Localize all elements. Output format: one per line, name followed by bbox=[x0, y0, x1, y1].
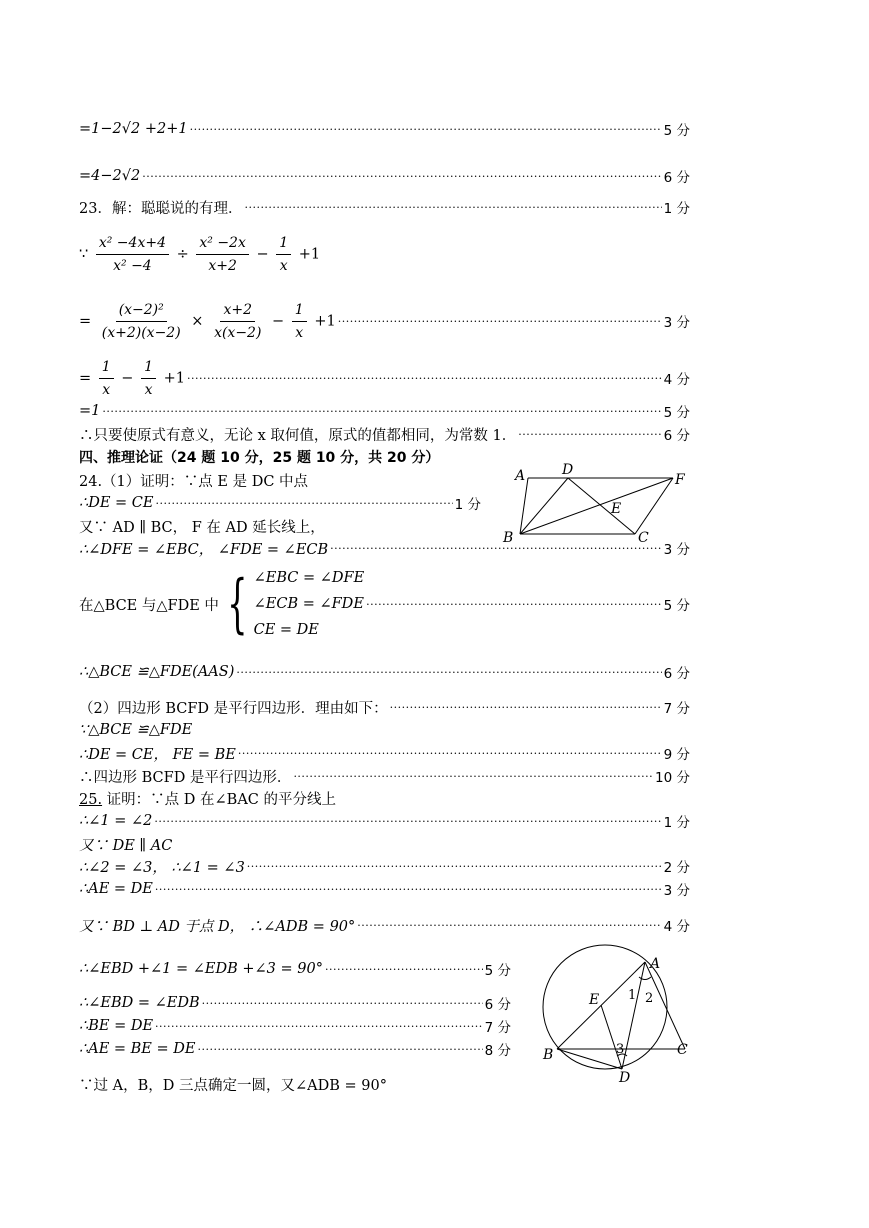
solution-line bbox=[79, 564, 690, 644]
solution-line bbox=[79, 423, 690, 445]
numerator: x+2 bbox=[220, 301, 255, 322]
leader-dots bbox=[357, 919, 661, 932]
score: 4 分 bbox=[663, 919, 690, 935]
label-e: E bbox=[611, 501, 622, 517]
statement: ∴∠1 = ∠2 bbox=[79, 813, 153, 829]
angle-label-1: 1 bbox=[628, 988, 637, 1003]
expression: =1−2√2 +2+1 bbox=[79, 121, 188, 137]
expression: =1 bbox=[79, 403, 101, 419]
score: 3 分 bbox=[663, 542, 690, 558]
statement: 又∵ BD ⊥ AD 于点 D， ∴∠ADB = 90° bbox=[79, 918, 356, 935]
solution-line bbox=[79, 914, 690, 936]
fraction bbox=[196, 234, 249, 275]
expression: =4−2√2 bbox=[79, 168, 141, 184]
statement: ∵过 A，B，D 三点确定一圆，又∠ADB = 90° bbox=[79, 1077, 387, 1094]
condition-list bbox=[254, 565, 365, 643]
leader-dots bbox=[518, 428, 661, 441]
leader-dots bbox=[338, 315, 662, 328]
operator: ÷ bbox=[176, 246, 189, 262]
condition-system bbox=[79, 565, 364, 643]
label-f: F bbox=[675, 472, 685, 488]
score: 8 分 bbox=[484, 1043, 511, 1059]
denominator: (x+2)(x−2) bbox=[101, 324, 181, 341]
statement-text: 证明：∵点 D 在∠BAC 的平分线上 bbox=[102, 791, 336, 808]
statement: 24.（1）证明：∵点 E 是 DC 中点 bbox=[79, 473, 309, 490]
score: 7 分 bbox=[663, 701, 690, 717]
denominator: x+2 bbox=[208, 257, 237, 274]
numerator: 1 bbox=[99, 358, 114, 379]
label-d: D bbox=[562, 462, 574, 478]
score: 7 分 bbox=[484, 1020, 511, 1036]
leader-dots bbox=[154, 815, 661, 828]
statement bbox=[79, 788, 336, 809]
statement: ∴∠EBD +∠1 = ∠EDB +∠3 = 90° bbox=[79, 961, 323, 977]
symbol: ∵ bbox=[79, 246, 89, 262]
statement: ∴∠DFE = ∠EBC， ∠FDE = ∠ECB bbox=[79, 541, 329, 558]
statement: ∴DE = CE bbox=[79, 495, 154, 511]
circle-diagram bbox=[535, 942, 695, 1087]
statement: ∴AE = DE bbox=[79, 881, 153, 897]
solution-line bbox=[79, 165, 690, 187]
leader-dots bbox=[244, 201, 661, 214]
solution-line bbox=[79, 958, 511, 980]
leader-dots bbox=[155, 883, 662, 896]
leader-dots bbox=[247, 860, 662, 873]
fraction bbox=[96, 234, 169, 275]
heading-text: 四、推理论证（24 题 10 分，25 题 10 分，共 20 分） bbox=[79, 450, 440, 466]
operator: − bbox=[256, 246, 269, 262]
solution-line bbox=[79, 878, 690, 900]
leader-dots bbox=[236, 666, 661, 679]
solution-line bbox=[79, 353, 690, 403]
score: 6 分 bbox=[663, 666, 690, 682]
statement: ∴△BCE ≌△FDE(AAS) bbox=[79, 664, 235, 680]
fraction bbox=[141, 358, 156, 399]
statement: 又∵ AD ∥ BC， F 在 AD 延长线上， bbox=[79, 519, 325, 536]
statement: 23．解：聪聪说的有理． bbox=[79, 200, 243, 217]
leader-dots bbox=[325, 963, 483, 976]
score: 2 分 bbox=[663, 860, 690, 876]
question-number: 25. bbox=[79, 791, 103, 808]
score: 10 分 bbox=[655, 770, 690, 786]
label-a: A bbox=[515, 468, 526, 484]
operator: − bbox=[121, 370, 134, 386]
label-c: C bbox=[677, 1042, 688, 1058]
condition: ∠ECB = ∠FDE bbox=[253, 596, 364, 612]
statement: ∴BE = DE bbox=[79, 1018, 154, 1034]
symbol: = bbox=[79, 313, 92, 329]
fraction bbox=[99, 358, 114, 399]
angle-label-2: 2 bbox=[645, 991, 654, 1006]
leader-dots bbox=[187, 372, 662, 385]
statement: ∴∠2 = ∠3， ∴∠1 = ∠3 bbox=[79, 859, 245, 876]
score: 3 分 bbox=[663, 883, 690, 899]
statement: ∴DE = CE， FE = BE bbox=[79, 746, 236, 763]
numerator: 1 bbox=[276, 234, 291, 255]
statement: ∴AE = BE = DE bbox=[79, 1041, 196, 1057]
fraction bbox=[276, 234, 291, 275]
leader-dots bbox=[366, 598, 661, 611]
statement: （2）四边形 BCFD 是平行四边形．理由如下： bbox=[79, 700, 388, 717]
solution-line bbox=[79, 742, 690, 764]
angle-label-3: 3 bbox=[616, 1042, 625, 1057]
denominator: x bbox=[102, 381, 111, 398]
label-e: E bbox=[589, 992, 600, 1008]
fraction bbox=[292, 301, 307, 342]
symbol: = bbox=[79, 370, 92, 386]
brace-symbol: { bbox=[227, 567, 248, 641]
leader-dots bbox=[197, 1043, 482, 1056]
operator: +1 bbox=[314, 313, 336, 329]
solution-line bbox=[79, 696, 690, 718]
statement: ∴∠EBD = ∠EDB bbox=[79, 995, 200, 1011]
score: 5 分 bbox=[663, 405, 690, 421]
score: 9 分 bbox=[663, 747, 690, 763]
statement: ∵△BCE ≌△FDE bbox=[79, 722, 193, 738]
statement: ∴四边形 BCFD 是平行四边形． bbox=[79, 769, 292, 786]
parallelogram-diagram bbox=[495, 458, 695, 550]
statement: 在△BCE 与△FDE 中 bbox=[79, 597, 219, 614]
solution-line bbox=[79, 400, 690, 422]
statement: ∴只要使原式有意义，无论 x 取何值，原式的值都相同，为常数 1． bbox=[79, 427, 517, 444]
solution-line bbox=[79, 229, 690, 279]
solution-line bbox=[79, 833, 690, 855]
solution-line bbox=[79, 492, 481, 514]
leader-dots bbox=[238, 747, 662, 760]
solution-line bbox=[79, 719, 690, 741]
numerator: 1 bbox=[141, 358, 156, 379]
solution-line bbox=[79, 992, 511, 1014]
solution-line bbox=[79, 855, 690, 877]
solution-line bbox=[79, 787, 690, 809]
denominator: x(x−2) bbox=[214, 324, 262, 341]
score: 3 分 bbox=[663, 315, 690, 331]
solution-line bbox=[79, 296, 690, 346]
score: 6 分 bbox=[663, 428, 690, 444]
leader-dots bbox=[155, 1020, 483, 1033]
denominator: x bbox=[295, 324, 304, 341]
fraction bbox=[99, 301, 184, 342]
solution-line bbox=[79, 196, 690, 218]
solution-line bbox=[79, 661, 690, 683]
operator: +1 bbox=[163, 370, 185, 386]
score: 1 分 bbox=[663, 201, 690, 217]
solution-line bbox=[79, 118, 690, 140]
denominator: x bbox=[279, 257, 288, 274]
denominator: x² −4 bbox=[113, 257, 152, 274]
condition: CE = DE bbox=[253, 622, 319, 638]
numerator: 1 bbox=[292, 301, 307, 322]
score: 1 分 bbox=[454, 497, 481, 513]
expression bbox=[79, 358, 185, 399]
score: 6 分 bbox=[484, 997, 511, 1013]
expression bbox=[79, 234, 320, 275]
solution-line bbox=[79, 765, 690, 787]
operator: − bbox=[272, 313, 285, 329]
fraction bbox=[211, 301, 264, 342]
label-c: C bbox=[638, 530, 649, 546]
score: 4 分 bbox=[663, 372, 690, 388]
label-b: B bbox=[543, 1047, 554, 1063]
label-b: B bbox=[503, 530, 514, 546]
score: 1 分 bbox=[663, 815, 690, 831]
score: 5 分 bbox=[663, 123, 690, 139]
leader-dots bbox=[190, 123, 662, 136]
solution-line bbox=[79, 810, 690, 832]
numerator: x² −2x bbox=[196, 234, 249, 255]
leader-dots bbox=[155, 497, 452, 510]
numerator: x² −4x+4 bbox=[96, 234, 169, 255]
operator: × bbox=[191, 313, 204, 329]
label-a: A bbox=[650, 956, 661, 972]
score: 6 分 bbox=[663, 170, 690, 186]
solution-line bbox=[79, 1015, 511, 1037]
leader-dots bbox=[293, 770, 653, 783]
label-d: D bbox=[619, 1070, 631, 1086]
operator: +1 bbox=[298, 246, 321, 262]
score: 5 分 bbox=[484, 963, 511, 979]
condition: ∠EBC = ∠DFE bbox=[253, 570, 365, 586]
expression bbox=[79, 301, 336, 342]
statement: 又∵ DE ∥ AC bbox=[79, 837, 173, 854]
numerator: (x−2)² bbox=[116, 301, 167, 322]
leader-dots bbox=[390, 701, 662, 714]
leader-dots bbox=[142, 170, 661, 183]
solution-line bbox=[79, 1038, 511, 1060]
leader-dots bbox=[102, 405, 661, 418]
score: 5 分 bbox=[663, 598, 690, 614]
leader-dots bbox=[202, 997, 483, 1010]
denominator: x bbox=[144, 381, 153, 398]
